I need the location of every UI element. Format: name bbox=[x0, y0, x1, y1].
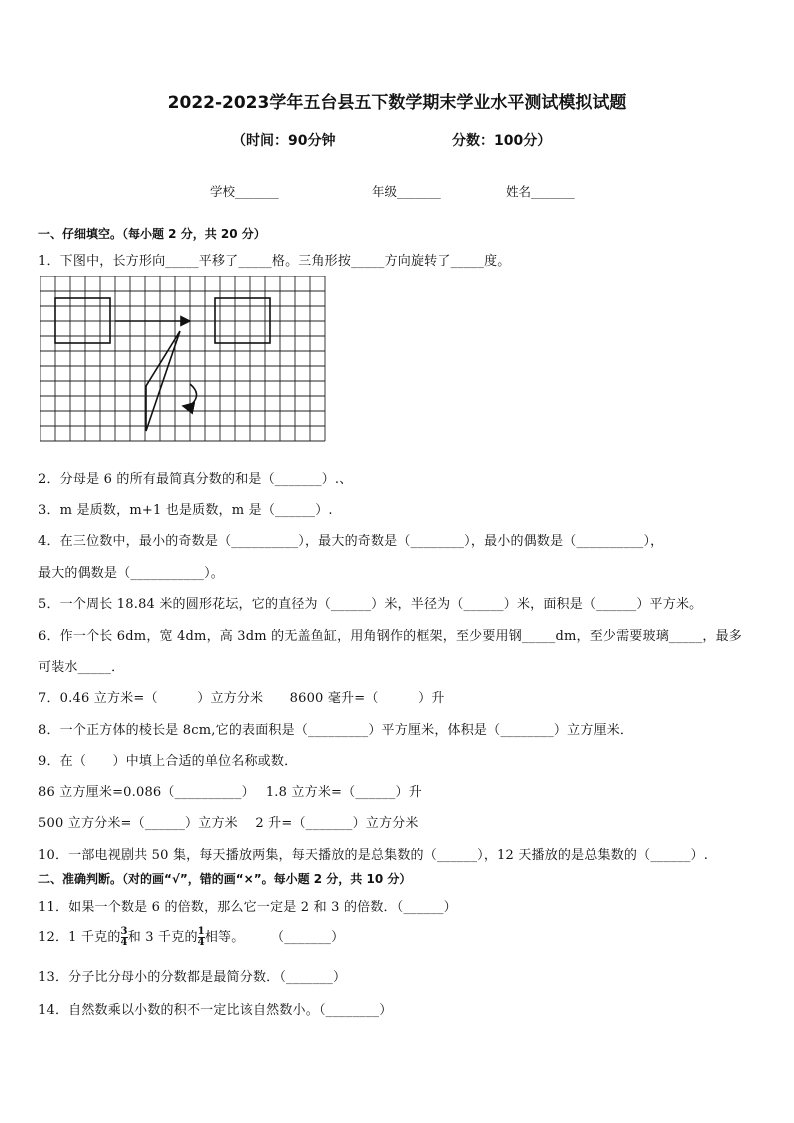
question-6-line-2: 可装水_____． bbox=[38, 660, 125, 675]
question-10: 10．一部电视剧共 50 集，每天播放两集，每天播放的是总集数的（______），12 天播放的是总集数的（______）. bbox=[38, 848, 709, 863]
question-2: 2．分母是 6 的所有最简真分数的和是（_______）.、 bbox=[38, 472, 353, 487]
fraction-2-denominator: 4 bbox=[197, 937, 205, 948]
question-12-middle: 和 3 千克的 bbox=[127, 930, 198, 945]
grid-lines bbox=[40, 276, 325, 441]
question-9: 9．在（ ）中填上合适的单位名称或数． bbox=[38, 754, 298, 769]
fraction-three-quarters bbox=[121, 927, 128, 948]
question-3: 3．m 是质数，m+1 也是质数，m 是（______）. bbox=[38, 503, 333, 518]
question-1: 1．下图中，长方形向_____平移了_____格。三角形按_____方向旋转了_____度。 bbox=[38, 254, 511, 269]
grade-field: 年级_______ bbox=[372, 184, 441, 199]
score-label: 分数：100分） bbox=[452, 133, 552, 149]
question-9-row-1: 86 立方厘米=0.086（__________） 1.8 立方米=（______）升 bbox=[38, 785, 422, 800]
time-label: （时间：90分钟 bbox=[232, 133, 336, 149]
question-4-line-1: 4．在三位数中，最小的奇数是（__________），最大的奇数是（________），最小的偶数是（__________）， bbox=[38, 534, 664, 549]
school-field: 学校_______ bbox=[210, 184, 279, 199]
question-9-row-2: 500 立方分米=（______）立方米 2 升=（_______）立方分米 bbox=[38, 816, 419, 831]
question-8: 8．一个正方体的棱长是 8cm,它的表面积是（_________）平方厘米，体积是（________）立方厘米． bbox=[38, 723, 634, 738]
translation-rotation-grid bbox=[40, 276, 326, 456]
fraction-1-denominator: 4 bbox=[120, 937, 128, 948]
question-12 bbox=[38, 926, 344, 948]
section-1-heading: 一、仔细填空。（每小题 2 分，共 20 分） bbox=[38, 227, 266, 241]
question-12-prefix: 12．1 千克的 bbox=[38, 930, 121, 945]
fraction-2-numerator: 1 bbox=[197, 926, 205, 937]
question-7: 7．0.46 立方米=（ ）立方分米 8600 毫升=（ ）升 bbox=[38, 691, 445, 706]
question-14: 14．自然数乘以小数的积不一定比该自然数小。（________） bbox=[38, 1003, 393, 1018]
question-12-suffix: 相等。 （_______） bbox=[204, 930, 345, 945]
question-5: 5．一个周长 18.84 米的圆形花坛，它的直径为（______）米，半径为（______）米，面积是（______）平方米。 bbox=[38, 597, 703, 612]
question-13: 13．分子比分母小的分数都是最简分数．（_______） bbox=[38, 970, 347, 985]
question-4-line-2: 最大的偶数是（___________）。 bbox=[38, 566, 225, 581]
question-11: 11．如果一个数是 6 的倍数，那么它一定是 2 和 3 的倍数．（______） bbox=[38, 900, 457, 915]
section-2-heading: 二、准确判断。（对的画“√”，错的画“×”。每小题 2 分，共 10 分） bbox=[38, 872, 412, 886]
fraction-1-numerator: 3 bbox=[120, 926, 128, 937]
page-title: 2022-2023学年五台县五下数学期末学业水平测试模拟试题 bbox=[167, 93, 627, 113]
fraction-one-quarter bbox=[198, 927, 205, 948]
question-6-line-1: 6．作一个长 6dm，宽 4dm，高 3dm 的无盖鱼缸，用角钢作的框架，至少要用钢_____dm，至少需要玻璃_____，最多 bbox=[38, 629, 743, 644]
name-field: 姓名_______ bbox=[506, 184, 575, 199]
